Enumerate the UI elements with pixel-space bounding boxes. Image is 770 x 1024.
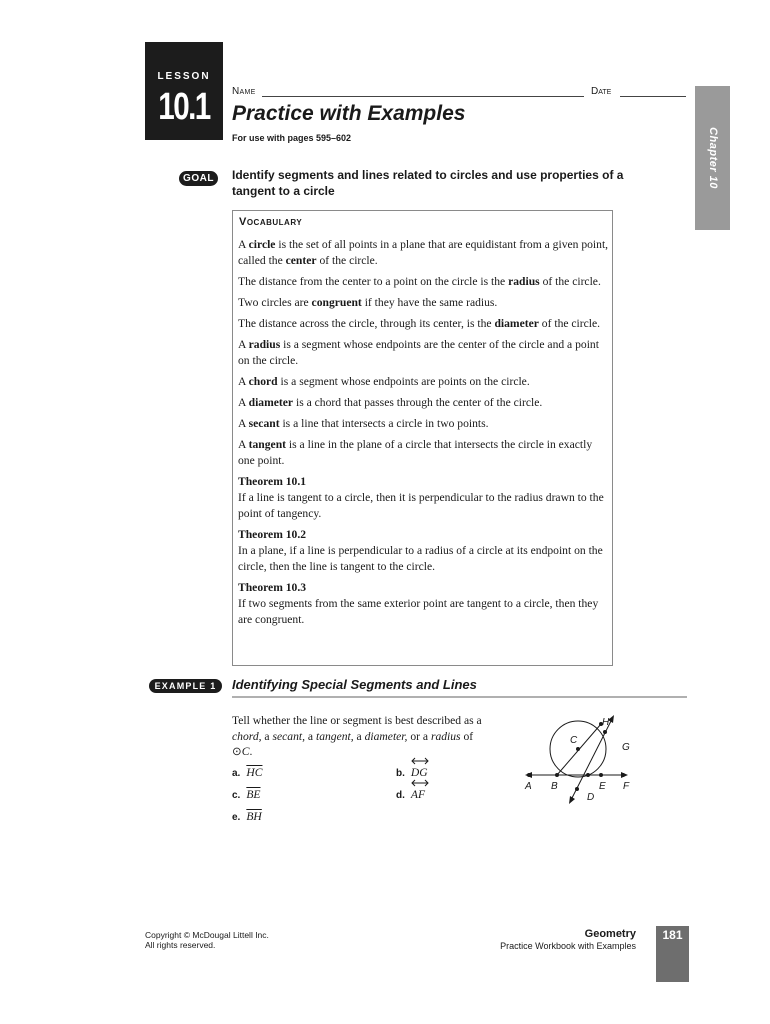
circle-diagram (515, 712, 640, 807)
segment-bh: $\overline{BH}$ (246, 810, 262, 823)
label-g: G (622, 742, 630, 753)
line-dg: DG (411, 766, 428, 779)
theorem-name: Theorem 10.3 (238, 581, 307, 594)
book-title: Geometry (584, 928, 636, 940)
point-tangent (586, 773, 590, 777)
line-af: AF (411, 788, 425, 801)
lesson-label: LESSON (157, 71, 211, 82)
copyright: Copyright © McDougal Littell Inc. All rights reserved. (145, 930, 269, 950)
vocab-entry: A diameter is a chord that passes through the center of the circle. (238, 396, 543, 409)
theorem-name: Theorem 10.2 (238, 528, 307, 541)
chapter-tab-label: Chapter 10 (706, 127, 719, 189)
label-a: A (525, 781, 532, 792)
vocab-entry: A secant is a line that intersects a circle in two points. (238, 417, 489, 430)
label-e: E (599, 781, 606, 792)
chapter-tab (695, 86, 730, 230)
name-line (262, 96, 584, 97)
theorem-text: If two segments from the same exterior point are tangent to a circle, then they are congruent. (238, 597, 599, 626)
example-badge: EXAMPLE 1 (149, 679, 222, 693)
label-f: F (623, 781, 630, 792)
page-number: 181 (662, 928, 683, 942)
example-divider (232, 696, 687, 698)
theorem (238, 580, 610, 628)
vocabulary-box (232, 210, 613, 666)
line-arrow-icon (410, 779, 430, 787)
goal-badge: GOAL (179, 171, 218, 186)
page-subtitle: For use with pages 595–602 (232, 133, 352, 143)
label-c: C (570, 735, 578, 746)
arrow-down-icon (569, 796, 575, 804)
vocab-entry: A chord is a segment whose endpoints are points on the circle. (238, 375, 530, 388)
theorem (238, 527, 610, 575)
vocab-entry: A circle is the set of all points in a plane that are equidistant from a given point, called the center of the circle. (238, 238, 609, 267)
point-a (527, 773, 531, 777)
theorem-name: Theorem 10.1 (238, 475, 307, 488)
vocab-entry: The distance from the center to a point on the circle is the radius of the circle. (238, 275, 601, 288)
vocabulary-title: Vocabulary (239, 216, 303, 228)
vocab-entry: A radius is a segment whose endpoints are the center of the circle and a point on the circle. (238, 338, 599, 367)
vocabulary-list (238, 237, 610, 633)
point-f (621, 773, 625, 777)
question-a: a. $\overline{HC}$ (232, 766, 263, 779)
example-title: Identifying Special Segments and Lines (232, 677, 477, 692)
label-h: H (602, 717, 610, 728)
lesson-badge (145, 42, 223, 140)
question-e: e. $\overline{BH}$ (232, 810, 262, 823)
vocab-entry: Two circles are congruent if they have the same radius. (238, 296, 498, 309)
goal-text: Identify segments and lines related to circles and use properties of a tangent to a circle (232, 168, 624, 198)
page-title: Practice with Examples (232, 102, 466, 125)
point-g (603, 730, 607, 734)
point-c (576, 747, 580, 751)
lesson-number: 10.1 (158, 86, 210, 128)
theorem-text: In a plane, if a line is perpendicular to a radius of a circle at its endpoint on the circle, then the line is tangent to the circle. (238, 544, 603, 573)
point-d (575, 787, 579, 791)
segment-be: $\overline{BE}$ (246, 788, 261, 801)
page-number-box (656, 926, 689, 982)
date-label: Date (591, 86, 612, 97)
question-d: d. AF (396, 788, 425, 801)
theorem (238, 474, 610, 522)
label-d: D (587, 792, 595, 803)
vocab-entry: A tangent is a line in the plane of a circle that intersects the circle in exactly one point. (238, 438, 593, 467)
segment-hc: $\overline{HC}$ (246, 766, 263, 779)
label-b: B (551, 781, 558, 792)
question-c: c. $\overline{BE}$ (232, 788, 261, 801)
point-b (555, 773, 559, 777)
date-line (620, 96, 686, 97)
line-arrow-icon (410, 757, 430, 765)
question-b: b. DG (396, 766, 428, 779)
point-e (599, 773, 603, 777)
name-label: Name (232, 86, 256, 97)
example-instructions: Tell whether the line or segment is best described as a chord, a secant, a tangent, a diameter, or a radius of ⊙C. (232, 714, 482, 758)
book-info (440, 928, 636, 952)
vocab-entry: The distance across the circle, through its center, is the diameter of the circle. (238, 317, 601, 330)
theorem-text: If a line is tangent to a circle, then it is perpendicular to the radius drawn to the point of tangency. (238, 491, 604, 520)
book-subtitle: Practice Workbook with Examples (500, 941, 636, 951)
